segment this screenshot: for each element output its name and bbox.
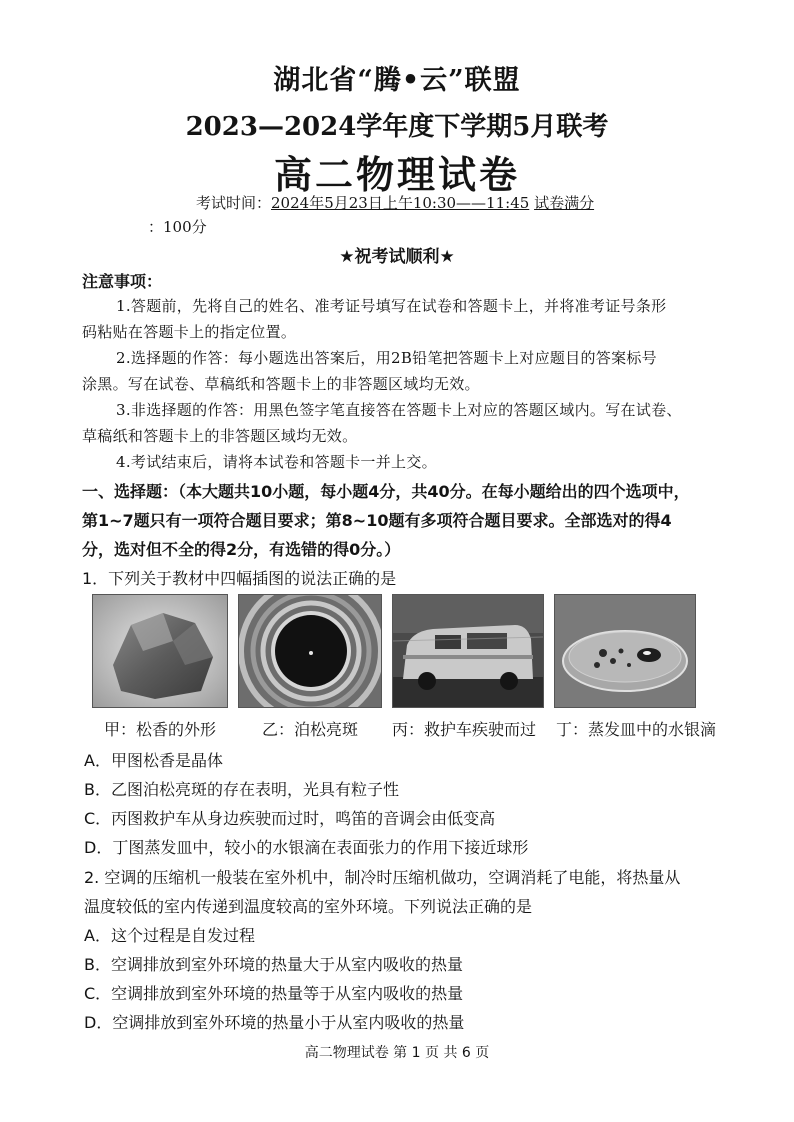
note-4: 4.考试结束后，请将本试卷和答题卡一并上交。 [116,453,437,471]
full-score-value: ：100分 [148,218,207,236]
mercury-dish-image [555,595,695,707]
ambulance-image [393,595,543,707]
exam-time-label: 考试时间： [196,194,272,212]
figure-mercury-dish-photo [554,594,696,708]
question-2-option-d: D．空调排放到室外环境的热量小于从室内吸收的热量 [84,1013,465,1032]
full-score-label: 试卷满分 [534,194,595,212]
section-1-line-3: 分，选对但不全的得2分，有选错的得0分。） [82,540,401,559]
exam-time-line [196,192,594,213]
question-2-option-c: C．空调排放到室外环境的热量等于从室内吸收的热量 [84,984,464,1003]
question-2-option-a: A．这个过程是自发过程 [84,926,255,945]
caption-figure-yi: 乙：泊松亮斑 [262,720,359,739]
question-2-stem-line-1: 2. 空调的压缩机一般装在室外机中，制冷时压缩机做功，空调消耗了电能，将热量从 [84,868,681,887]
section-1-line-1: 一、选择题：（本大题共10小题，每小题4分，共40分。在每小题给出的四个选项中， [82,482,690,501]
blessing: ★祝考试顺利★ [339,247,455,267]
title-paper: 高二物理试卷 [273,153,520,197]
note-3-line-2: 草稿纸和答题卡上的非答题区域均无效。 [82,427,358,445]
caption-figure-ding: 丁：蒸发皿中的水银滴 [556,720,717,739]
question-2-option-b: B．空调排放到室外环境的热量大于从室内吸收的热量 [84,955,463,974]
caption-figure-jia: 甲：松香的外形 [104,720,217,739]
rosin-image [93,595,227,707]
note-2-line-2: 涂黑。写在试卷、草稿纸和答题卡上的非答题区域均无效。 [82,375,480,393]
note-3-line-1: 3.非选择题的作答：用黑色签字笔直接答在答题卡上对应的答题区域内。写在试卷、 [116,401,682,419]
section-1-line-2: 第1~7题只有一项符合题目要求；第8~10题有多项符合题目要求。全部选对的得4 [82,511,672,530]
note-1-line-1: 1.答题前，先将自己的姓名、准考证号填写在试卷和答题卡上，并将准考证号条形 [116,297,667,315]
poisson-spot-image [239,595,381,707]
title-exam-session: 2023—2024学年度下学期5月联考 [185,112,609,142]
figure-poisson-spot-photo [238,594,382,708]
question-2-stem-line-2: 温度较低的室内传递到温度较高的室外环境。下列说法正确的是 [84,897,533,916]
figure-rosin-photo [92,594,228,708]
question-1-option-c: C．丙图救护车从身边疾驶而过时，鸣笛的音调会由低变高 [84,809,496,828]
question-1-option-b: B．乙图泊松亮斑的存在表明，光具有粒子性 [84,780,399,799]
question-1-stem: 1．下列关于教材中四幅插图的说法正确的是 [82,569,397,588]
caption-figure-bing: 丙：救护车疾驶而过 [392,720,537,739]
note-2-line-1: 2.选择题的作答：每小题选出答案后，用2B铅笔把答题卡上对应题目的答案标号 [116,349,657,367]
page-footer: 高二物理试卷 第 1 页 共 6 页 [304,1045,490,1061]
figure-ambulance-photo [392,594,544,708]
question-1-option-a: A．甲图松香是晶体 [84,751,223,770]
note-1-line-2: 码粘贴在答题卡上的指定位置。 [82,323,297,341]
notes-heading: 注意事项： [82,272,163,291]
question-1-option-d: D．丁图蒸发皿中，较小的水银滴在表面张力的作用下接近球形 [84,838,529,857]
title-alliance: 湖北省“腾•云”联盟 [273,65,521,96]
exam-time-value: 2024年5月23日上午10:30——11:45 [271,194,530,212]
